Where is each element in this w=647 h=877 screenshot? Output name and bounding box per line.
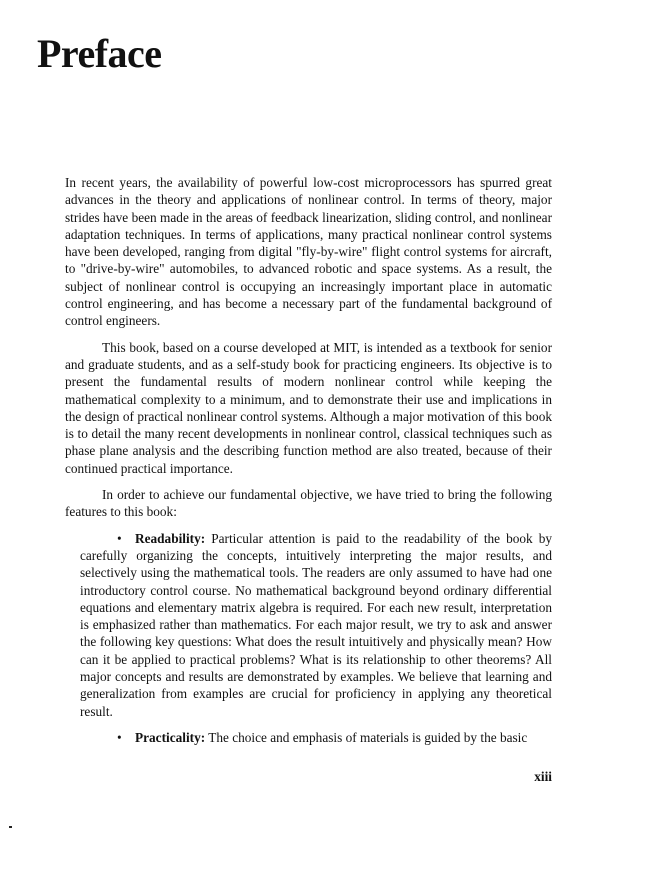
list-item [65,530,552,720]
feature-list [65,530,552,747]
bullet-text: Particular attention is paid to the readability of the book by carefully organizing the concepts, intuitively interpreting the major results, and selectively using the mathematical tools. The readers are only assumed to have had one introductory control course. No mathematical background beyond ordinary differential equations and elementary matrix algebra is required. For each new result, interpretation is emphasized rather than mathematics. For each major result, we try to ask and answer the following key questions: What does the result intuitively and physically mean? How can it be applied to practical problems? What is its relationship to other theorems? All major concepts and results are demonstrated by examples. We believe that learning and generalization from examples are crucial for proficiency in applying any theoretical result. [80,530,553,719]
list-item [65,729,552,746]
bullet-heading: Readability: [135,530,206,546]
scan-speck [9,826,12,828]
paragraph: This book, based on a course developed at MIT, is intended as a textbook for senior and graduate students, and as a self-study book for practicing engineers. Its objective is to present the fundamental results of modern nonlinear control while keeping the mathematical complexity to a minimum, and to demonstrate their use and implications in the design of practical nonlinear control systems. Although a major motivation of this book is to detail the many recent developments in nonlinear control, classical techniques such as phase plane analysis and the describing function method are also treated, because of their continued practical importance. [65,339,552,476]
bullet-text: The choice and emphasis of materials is guided by the basic [208,729,528,745]
bullet-marker: • [117,729,122,745]
bullet-heading: Practicality: [135,729,206,745]
paragraph: In order to achieve our fundamental objective, we have tried to bring the following features to this book: [65,487,552,520]
page-title: Preface [37,31,162,76]
page-number: xiii [534,769,552,784]
bullet-marker: • [117,530,122,546]
preface-body [65,174,552,755]
paragraph: In recent years, the availability of powerful low-cost microprocessors has spurred great advances in the theory and applications of nonlinear control. In terms of theory, major strides have been made in the areas of feedback linearization, sliding control, and nonlinear adaptation techniques. In terms of applications, many practical nonlinear control systems have been developed, ranging from digital "fly-by-wire" flight control systems for aircraft, to "drive-by-wire" automobiles, to advanced robotic and space systems. As a result, the subject of nonlinear control is occupying an increasingly important place in automatic control engineering, and has become a necessary part of the fundamental background of control engineers. [65,175,552,329]
